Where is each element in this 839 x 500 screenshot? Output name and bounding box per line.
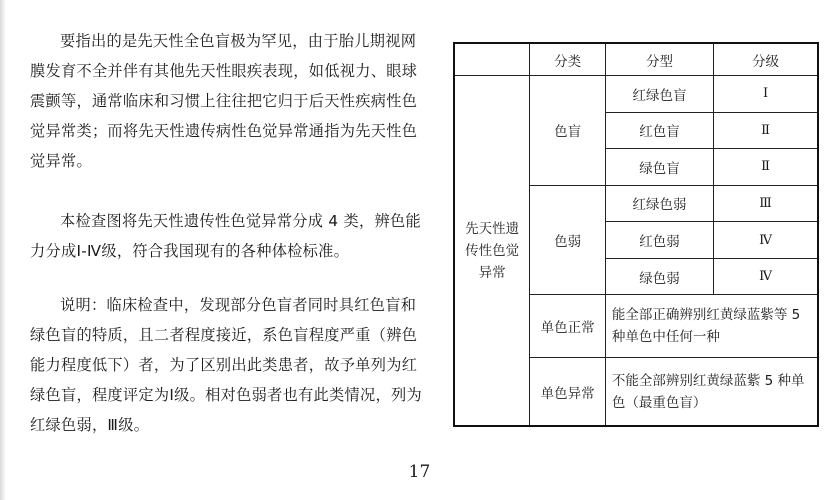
type-cell: 绿色盲 (605, 149, 713, 186)
type-cell: 红绿色盲 (605, 76, 713, 113)
group-color-weakness: 色弱 (530, 185, 606, 295)
page-number: 17 (408, 462, 431, 482)
grade-cell: Ⅰ (714, 76, 818, 113)
table-row (454, 76, 818, 113)
header-type: 分型 (605, 43, 713, 76)
header-empty (454, 43, 530, 76)
grade-cell: Ⅳ (714, 258, 818, 295)
paragraph-note: 说明：临床检查中，发现部分色盲者同时具红色盲和绿色盲的特质，且二者程度接近，系色盲程度严重（辨色能力程度低下）者，为了区别出此类患者，故予单列为红绿色盲，程度评定为Ⅰ级。相对色弱者也有此类情况，列为红绿色弱，Ⅲ级。 (30, 296, 422, 434)
main-category-label: 先天性遗传性色觉异常 (465, 220, 520, 281)
paragraph-classification: 本检查图将先天性遗传性色觉异常分成 4 类，辨色能力分成Ⅰ-Ⅳ级，符合我国现有的各种体检标准。 (30, 212, 421, 260)
desc-monochrome-abnormal: 不能全部辨别红黄绿蓝紫 5 种单色（最重色盲） (605, 358, 818, 426)
paragraph-achromatopsia: 要指出的是先天性全色盲极为罕见，由于胎儿期视网膜发育不全并伴有其他先天性眼疾表现，如低视力、眼球震颤等，通常临床和习惯上往往把它归于后天性疾病性色觉异常类；而将先天性遗传病性色觉异常通指为先天性色觉异常。 (30, 32, 418, 170)
page-edge-shadow (0, 0, 6, 500)
grade-cell: Ⅲ (714, 185, 818, 222)
classification-table (453, 42, 819, 427)
header-category: 分类 (530, 43, 606, 76)
type-cell: 红绿色弱 (605, 185, 713, 222)
main-category-cell (454, 76, 530, 427)
type-cell: 绿色弱 (605, 258, 713, 295)
desc-monochrome-normal: 能全部正确辨别红黄绿蓝紫等 5 种单色中任何一种 (605, 295, 818, 358)
group-monochrome-normal: 单色正常 (530, 295, 606, 358)
header-grade: 分级 (714, 43, 818, 76)
group-color-blindness: 色盲 (530, 76, 606, 186)
type-cell: 红色弱 (605, 222, 713, 259)
grade-cell: Ⅱ (714, 112, 818, 149)
group-monochrome-abnormal: 单色异常 (530, 358, 606, 426)
grade-cell: Ⅳ (714, 222, 818, 259)
table-header-row (454, 43, 818, 76)
body-text (30, 26, 430, 440)
type-cell: 红色盲 (605, 112, 713, 149)
grade-cell: Ⅱ (714, 149, 818, 186)
